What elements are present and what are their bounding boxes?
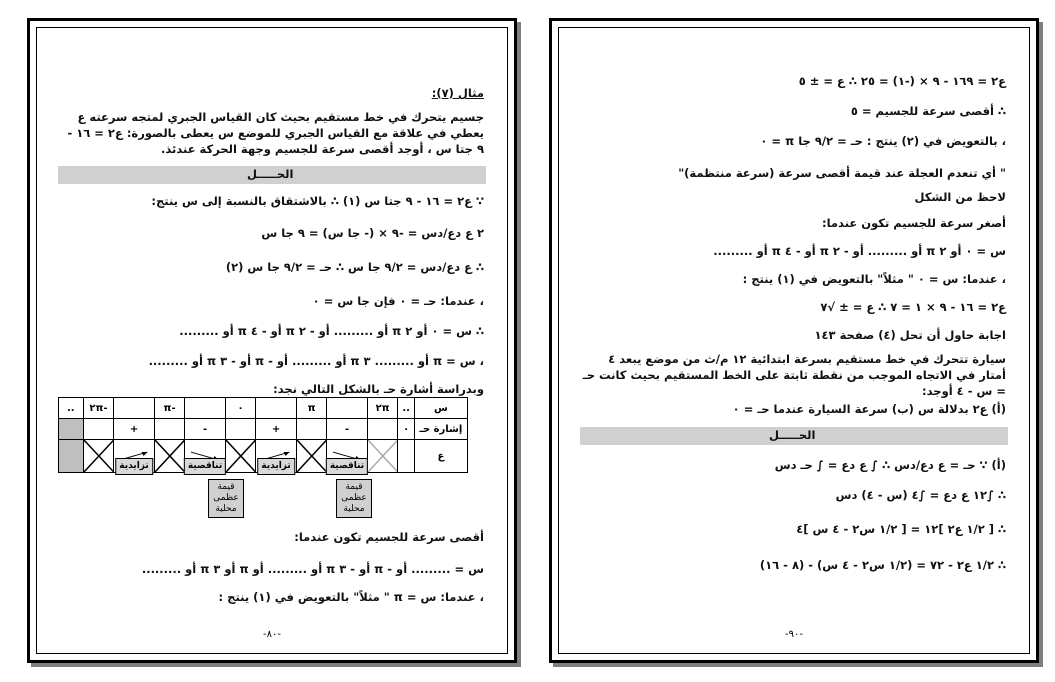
- v-cell-increasing: [256, 440, 296, 473]
- x-cell: ..: [59, 398, 84, 419]
- a-cell: [59, 419, 84, 440]
- extrema-word: قيمة: [345, 482, 363, 492]
- cross-icon: [297, 440, 327, 472]
- right-solution-1: (أ) ∵ حـ = ع دع/دس ∴ ∫ ع دع = ∫ حـ دس: [774, 458, 1006, 472]
- after-line-3: ، عندما: س = π " مثلاً" بالتعويض في (١) ينتج :: [218, 590, 484, 604]
- v-row-label: ع: [414, 440, 467, 473]
- x-cell: [114, 398, 154, 419]
- v-cell-increasing: [114, 440, 154, 473]
- right-line-8: ، عندما: س = ٠ " مثلاً" بالتعويض في (١) ينتج :: [742, 272, 1006, 286]
- v-cell-empty: [398, 440, 414, 473]
- increasing-label: تزايدية: [115, 458, 152, 475]
- x-header: س: [414, 398, 467, 419]
- right-line-9: ع٢ = ١٦ - ٩ × ١ = ٧ ∴ ع = ± √٧: [820, 300, 1006, 314]
- right-line-12: (أ) ع٢ بدلالة س (ب) سرعة السيارة عندما حـ = ٠: [732, 402, 1006, 416]
- cross-icon: [84, 440, 114, 472]
- sign-table-row-v: [59, 440, 468, 473]
- extrema-word: عظمى: [213, 493, 239, 503]
- cross-icon: [226, 440, 256, 472]
- left-page: [27, 18, 517, 663]
- problem-text: جسيم يتحرك في خط مستقيم بحيث كان القياس الجبري لمتجه سرعته ع يعطي في علاقة مع القياس الجبري للموضع س يعطى بالصورة: ع٢ = ١٦ - ٩ جتا س ، أوجد أقصى سرعة للجسيم وجهة الحركة عندئذ.: [67, 110, 484, 156]
- v-cell-decreasing: [327, 440, 367, 473]
- solution-line-5: ∴ س = ٠ أو ٢ π أو ......... أو - ٢ π أو - ٤ π أو .........: [179, 324, 484, 338]
- extrema-word: قيمة: [217, 482, 235, 492]
- cross-icon: [368, 440, 398, 472]
- cross-icon: [155, 440, 185, 472]
- increasing-label: تزايدية: [257, 458, 294, 475]
- x-cell: ٠: [225, 398, 256, 419]
- v-cell-cross: [296, 440, 327, 473]
- solution-header: الحـــــل: [246, 167, 294, 181]
- right-solution-4: ∴ ١/٢ ع٢ - ٧٢ = (١/٢ س٢ - ٤ س) - (٨ - ١٦): [759, 558, 1006, 572]
- a-cell: [367, 419, 398, 440]
- solution-line-1: ∵ ع٢ = ١٦ - ٩ جتا س (١) ∴ بالاشتقاق بالنسبة إلى س ينتج:: [151, 194, 484, 208]
- x-cell: ٢π-: [83, 398, 114, 419]
- right-page: [549, 18, 1039, 663]
- solution-line-4: ، عندما: حـ = ٠ فإن جا س = ٠: [312, 294, 484, 308]
- v-cell-cross: [367, 440, 398, 473]
- decreasing-label: تناقصية: [326, 458, 368, 475]
- a-cell: [83, 419, 114, 440]
- a-cell: -: [327, 419, 367, 440]
- v-cell-cross: [225, 440, 256, 473]
- page-number: -٩٠-: [785, 629, 803, 640]
- extrema-word: محلية: [215, 504, 237, 514]
- right-line-4: " أي تنعدم العجلة عند قيمة أقصى سرعة (سرعة منتظمة)": [678, 166, 1006, 180]
- right-solution-3: ∴ [ ١/٢ ع٢ ]١٢ = [ ١/٢ س٢ - ٤ س ]٤: [796, 522, 1006, 536]
- a-cell: +: [114, 419, 154, 440]
- local-max-box: [336, 479, 372, 518]
- x-cell: ٢π: [367, 398, 398, 419]
- right-line-11: سيارة تتحرك في خط مستقيم بسرعة ابتدائية ١٢ م/ث من موضع يبعد ٤ أمتار في الاتجاه الموجب من نقطة ثابتة على الخط المستقيم بحيث كانت حـ = س - ٤ أوجد:: [582, 352, 1006, 398]
- a-row-label: إشارة حـ: [414, 419, 467, 440]
- a-cell: ٠: [398, 419, 414, 440]
- v-cell-shade: [59, 440, 84, 473]
- solution-header-band: [58, 166, 486, 184]
- right-line-1: ع٢ = ١٦٩ - ٩ × (-١) = ٢٥ ∴ ع = ± ٥: [798, 74, 1006, 88]
- solution-header: الحـــــل: [768, 428, 816, 442]
- x-cell: [185, 398, 225, 419]
- decreasing-label: تناقصية: [184, 458, 226, 475]
- x-cell: π-: [154, 398, 185, 419]
- right-line-10: اجابة حاول أن تحل (٤) صفحة ١٤٣: [814, 328, 1006, 342]
- right-line-5: لاحظ من الشكل: [914, 190, 1006, 204]
- x-cell: ..: [398, 398, 414, 419]
- x-cell: [256, 398, 296, 419]
- after-line-2: س = ......... أو - π أو - ٣ π أو ......... أو π أو ٣ π أو .........: [141, 562, 484, 576]
- v-cell-decreasing: [185, 440, 225, 473]
- right-line-3: ، بالتعويض في (٢) ينتج : حـ = ٩/٢ جا π = ٠: [760, 134, 1006, 148]
- solution-line-7: وبدراسة أشارة حـ بالشكل التالي نجد:: [273, 382, 484, 396]
- a-cell: -: [185, 419, 225, 440]
- example-title: مثال (٧):: [431, 86, 484, 100]
- a-cell: [225, 419, 256, 440]
- extrema-word: عظمى: [341, 493, 367, 503]
- right-line-7: س = ٠ أو ٢ π أو ......... أو - ٢ π أو - ٤ π أو .........: [713, 244, 1006, 258]
- solution-header-band: [580, 427, 1008, 445]
- x-cell: π: [296, 398, 327, 419]
- after-line-1: أقصى سرعة للجسيم تكون عندما:: [294, 530, 484, 544]
- sign-table: [58, 397, 468, 473]
- right-line-6: أصغر سرعة للجسيم تكون عندما:: [822, 216, 1006, 230]
- sign-table-row-x: [59, 398, 468, 419]
- v-cell-cross: [83, 440, 114, 473]
- page-number: -٨٠-: [263, 629, 281, 640]
- a-cell: [296, 419, 327, 440]
- sign-table-row-a: [59, 419, 468, 440]
- local-max-box: [208, 479, 244, 518]
- solution-line-3: ∴ ع دع/دس = ٩/٢ جا س ∴ حـ = ٩/٢ جا س (٢): [225, 260, 484, 274]
- right-line-2: ∴ أقصى سرعة للجسيم = ٥: [850, 104, 1006, 118]
- a-cell: +: [256, 419, 296, 440]
- v-cell-cross: [154, 440, 185, 473]
- right-solution-2: ∴ ∫١٢ ع دع = ∫٤ (س - ٤) دس: [835, 488, 1006, 502]
- solution-line-6: ، س = π أو ......... ٣ π أو ......... أو - π أو - ٣ π أو .........: [148, 354, 484, 368]
- x-cell: [327, 398, 367, 419]
- a-cell: [154, 419, 185, 440]
- extrema-word: محلية: [343, 504, 365, 514]
- solution-line-2: ٢ ع دع/دس = -٩ × (- جا س) = ٩ جا س: [261, 226, 484, 240]
